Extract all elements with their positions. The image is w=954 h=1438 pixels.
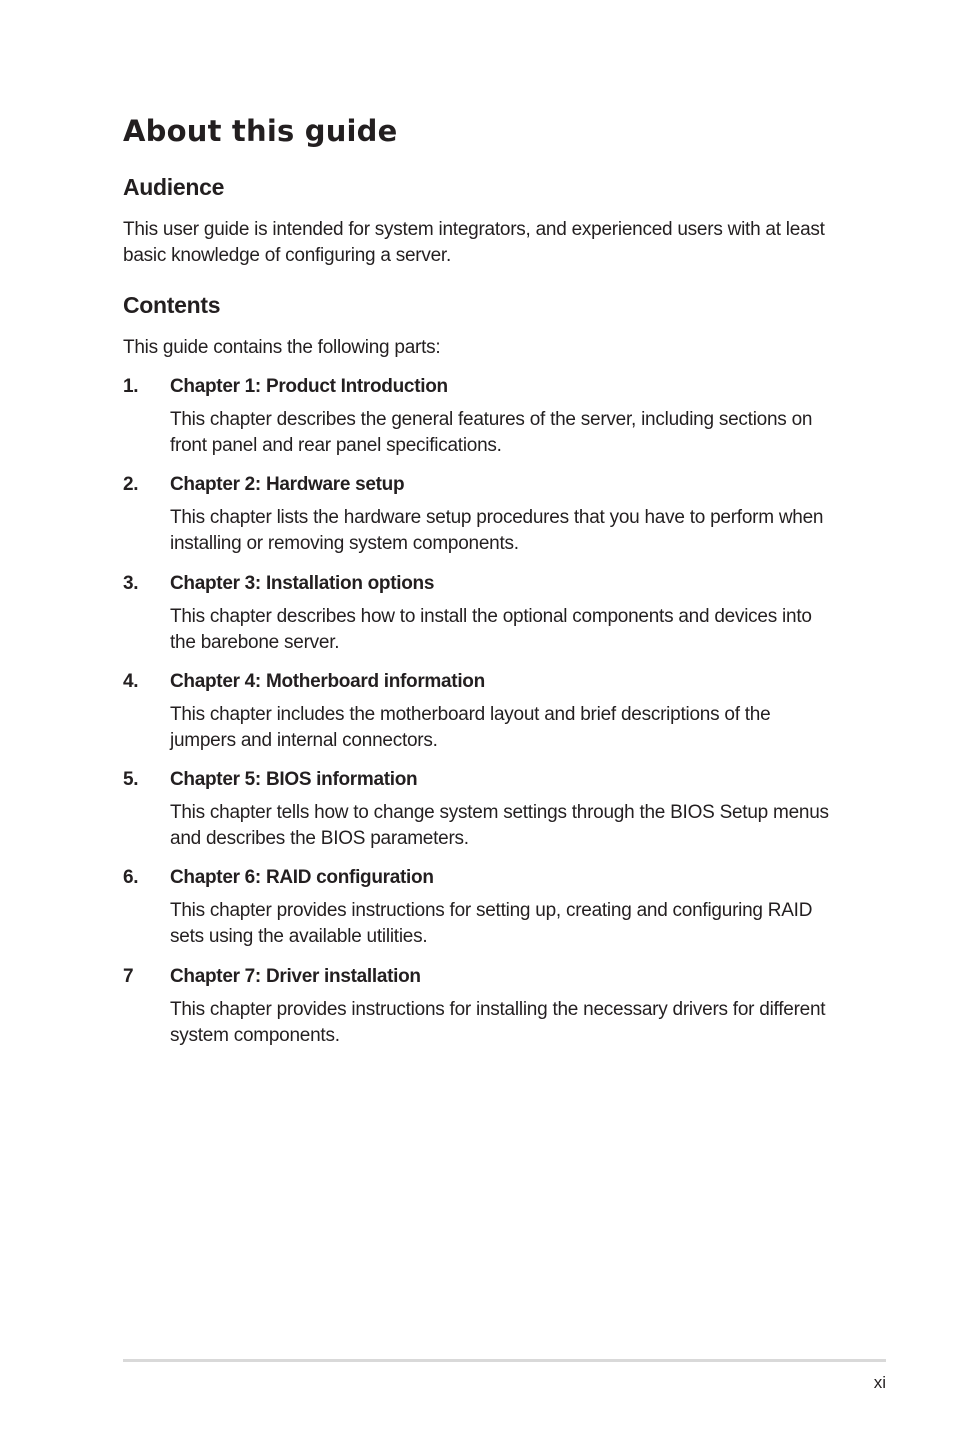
chapter-title: Chapter 2: Hardware setup [170, 474, 405, 496]
contents-heading: Contents [123, 292, 221, 318]
contents-intro: This guide contains the following parts: [123, 337, 441, 358]
chapter-item-7 [123, 964, 843, 1062]
chapter-item-2 [123, 472, 843, 570]
chapter-title: Chapter 3: Installation options [170, 572, 435, 594]
page-number: xi [873, 1373, 886, 1392]
chapter-item-3 [123, 571, 843, 669]
chapter-title: Chapter 7: Driver installation [170, 965, 421, 987]
chapter-item-1 [123, 374, 843, 472]
chapter-list [123, 374, 843, 1062]
chapter-description: This chapter describes the general features of the server, including sections on front panel and rear panel specifications. [170, 409, 813, 456]
chapter-number: 5. [123, 769, 139, 791]
audience-heading: Audience [123, 174, 225, 200]
chapter-number: 4. [123, 670, 139, 692]
chapter-title: Chapter 4: Motherboard information [170, 670, 485, 692]
chapter-description: This chapter includes the motherboard layout and brief descriptions of the jumpers and internal connectors. [170, 703, 771, 751]
chapter-item-4 [123, 669, 843, 767]
chapter-number: 2. [123, 474, 139, 496]
chapter-title: Chapter 6: RAID configuration [170, 867, 434, 889]
chapter-description: This chapter lists the hardware setup procedures that you have to perform when installing or removing system components. [170, 507, 824, 555]
audience-text: This user guide is intended for system integrators, and experienced users with at least basic knowledge of configuring a server. [123, 219, 825, 266]
chapter-description: This chapter describes how to install the optional components and devices into the barebone server. [170, 605, 812, 653]
chapter-number: 6. [123, 867, 139, 889]
chapter-number: 1. [123, 376, 139, 397]
chapter-number: 3. [123, 572, 139, 594]
chapter-title: Chapter 5: BIOS information [170, 769, 418, 791]
page-title: About this guide [123, 114, 398, 148]
chapter-description: This chapter provides instructions for installing the necessary drivers for different system components. [170, 998, 826, 1046]
chapter-description: This chapter provides instructions for setting up, creating and configuring RAID sets using the available utilities. [170, 900, 813, 948]
chapter-number: 7 [123, 965, 134, 987]
chapter-item-5 [123, 767, 843, 865]
chapter-item-6 [123, 865, 843, 963]
chapter-title: Chapter 1: Product Introduction [170, 376, 448, 397]
chapter-description: This chapter tells how to change system settings through the BIOS Setup menus and describes the BIOS parameters. [170, 802, 829, 850]
footer-divider [123, 1359, 886, 1362]
